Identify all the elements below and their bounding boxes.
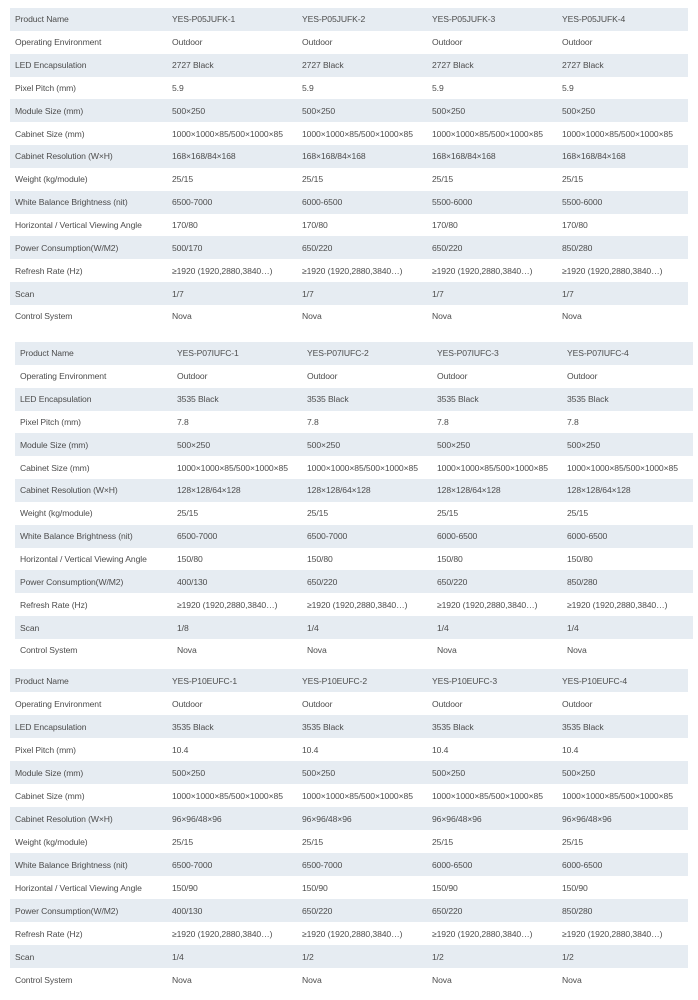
table-row [10, 259, 688, 282]
spec-value-cell: 500/170 [167, 236, 297, 259]
spec-value-cell: 5500-6000 [427, 191, 557, 214]
spec-value-cell: 25/15 [167, 168, 297, 191]
spec-value-cell: 1000×1000×85/500×1000×85 [557, 784, 688, 807]
spec-value-cell: 1/4 [167, 945, 297, 968]
spec-value-cell: 6500-7000 [167, 191, 297, 214]
spec-value-cell: Nova [427, 968, 557, 991]
spec-label-cell: Control System [15, 639, 172, 662]
spec-value-cell: 500×250 [557, 99, 688, 122]
table-row [10, 830, 688, 853]
spec-value-cell: 500×250 [297, 761, 427, 784]
spec-value-cell: 3535 Black [302, 388, 432, 411]
spec-label-cell: Scan [15, 616, 172, 639]
table-row [10, 876, 688, 899]
spec-label-cell: Pixel Pitch (mm) [10, 77, 167, 100]
table-row [15, 479, 693, 502]
table-row [15, 502, 693, 525]
spec-value-cell: 3535 Black [432, 388, 562, 411]
spec-label-cell: Cabinet Resolution (W×H) [10, 807, 167, 830]
spec-value-cell: YES-P05JUFK-2 [297, 8, 427, 31]
spec-value-cell: YES-P07IUFC-2 [302, 342, 432, 365]
table-row [10, 122, 688, 145]
spec-value-cell: 10.4 [167, 738, 297, 761]
spec-label-cell: Cabinet Size (mm) [10, 122, 167, 145]
table-row [15, 548, 693, 571]
spec-value-cell: 650/220 [302, 570, 432, 593]
table-row [10, 945, 688, 968]
spec-value-cell: ≥1920 (1920,2880,3840…) [557, 259, 688, 282]
spec-label-cell: Refresh Rate (Hz) [15, 593, 172, 616]
spec-value-cell: 500×250 [557, 761, 688, 784]
spec-value-cell: 3535 Black [172, 388, 302, 411]
spec-table-p05 [10, 8, 688, 328]
spec-value-cell: 850/280 [557, 899, 688, 922]
spec-value-cell: 170/80 [297, 214, 427, 237]
spec-table-p10 [10, 669, 688, 991]
spec-value-cell: Nova [557, 968, 688, 991]
spec-value-cell: 1/2 [427, 945, 557, 968]
spec-value-cell: 1/4 [432, 616, 562, 639]
spec-value-cell: 10.4 [297, 738, 427, 761]
spec-label-cell: Weight (kg/module) [10, 830, 167, 853]
spec-value-cell: 5.9 [427, 77, 557, 100]
table-row [15, 456, 693, 479]
table-row [10, 236, 688, 259]
spec-value-cell: Outdoor [562, 365, 693, 388]
table-row [15, 639, 693, 662]
spec-value-cell: Outdoor [557, 31, 688, 54]
spec-value-cell: 1/4 [562, 616, 693, 639]
spec-value-cell: 500×250 [297, 99, 427, 122]
spec-value-cell: 5.9 [297, 77, 427, 100]
spec-label-cell: Product Name [10, 669, 167, 692]
table-row [15, 433, 693, 456]
spec-value-cell: 150/90 [167, 876, 297, 899]
spec-label-cell: Pixel Pitch (mm) [15, 411, 172, 434]
spec-value-cell: 2727 Black [557, 54, 688, 77]
spec-label-cell: Module Size (mm) [10, 761, 167, 784]
spec-value-cell: 150/90 [297, 876, 427, 899]
spec-value-cell: Outdoor [557, 692, 688, 715]
spec-value-cell: Nova [172, 639, 302, 662]
spec-value-cell: 1/7 [167, 282, 297, 305]
spec-value-cell: 1000×1000×85/500×1000×85 [562, 456, 693, 479]
spec-value-cell: 650/220 [297, 236, 427, 259]
spec-value-cell: 128×128/64×128 [302, 479, 432, 502]
spec-value-cell: 500×250 [432, 433, 562, 456]
spec-label-cell: Power Consumption(W/M2) [10, 899, 167, 922]
spec-value-cell: 3535 Black [427, 715, 557, 738]
spec-table-p07 [15, 342, 693, 662]
spec-label-cell: White Balance Brightness (nit) [10, 191, 167, 214]
spec-label-cell: Product Name [10, 8, 167, 31]
spec-label-cell: Scan [10, 282, 167, 305]
table-header-row [15, 342, 693, 365]
spec-value-cell: Nova [297, 968, 427, 991]
table-row [10, 54, 688, 77]
table-row [10, 191, 688, 214]
spec-label-cell: Control System [10, 968, 167, 991]
spec-value-cell: YES-P05JUFK-1 [167, 8, 297, 31]
spec-value-cell: ≥1920 (1920,2880,3840…) [557, 922, 688, 945]
spec-value-cell: 25/15 [172, 502, 302, 525]
spec-label-cell: Weight (kg/module) [15, 502, 172, 525]
table-row [15, 365, 693, 388]
spec-value-cell: 96×96/48×96 [167, 807, 297, 830]
spec-value-cell: 1000×1000×85/500×1000×85 [427, 122, 557, 145]
table-row [15, 525, 693, 548]
spec-label-cell: Module Size (mm) [15, 433, 172, 456]
spec-label-cell: Weight (kg/module) [10, 168, 167, 191]
spec-value-cell: 500×250 [172, 433, 302, 456]
table-row [15, 388, 693, 411]
spec-value-cell: 1000×1000×85/500×1000×85 [297, 784, 427, 807]
spec-label-cell: Control System [10, 305, 167, 328]
table-row [10, 99, 688, 122]
table-row [15, 570, 693, 593]
spec-value-cell: 150/80 [172, 548, 302, 571]
spec-value-cell: 500×250 [562, 433, 693, 456]
spec-value-cell: 170/80 [427, 214, 557, 237]
table-row [15, 616, 693, 639]
spec-value-cell: 96×96/48×96 [297, 807, 427, 830]
spec-value-cell: YES-P05JUFK-3 [427, 8, 557, 31]
spec-value-cell: YES-P07IUFC-4 [562, 342, 693, 365]
spec-value-cell: Nova [557, 305, 688, 328]
spec-value-cell: 400/130 [167, 899, 297, 922]
spec-value-cell: Nova [432, 639, 562, 662]
spec-value-cell: 850/280 [557, 236, 688, 259]
spec-value-cell: ≥1920 (1920,2880,3840…) [172, 593, 302, 616]
spec-value-cell: 1000×1000×85/500×1000×85 [172, 456, 302, 479]
spec-label-cell: Power Consumption(W/M2) [15, 570, 172, 593]
spec-value-cell: YES-P10EUFC-2 [297, 669, 427, 692]
table-row [10, 214, 688, 237]
spec-label-cell: Cabinet Size (mm) [15, 456, 172, 479]
table-row [10, 968, 688, 991]
spec-value-cell: 500×250 [302, 433, 432, 456]
spec-value-cell: 650/220 [427, 236, 557, 259]
spec-value-cell: 7.8 [172, 411, 302, 434]
spec-label-cell: Module Size (mm) [10, 99, 167, 122]
spec-value-cell: 500×250 [427, 761, 557, 784]
spec-value-cell: ≥1920 (1920,2880,3840…) [432, 593, 562, 616]
spec-value-cell: ≥1920 (1920,2880,3840…) [302, 593, 432, 616]
spec-value-cell: YES-P10EUFC-3 [427, 669, 557, 692]
spec-value-cell: 6500-7000 [172, 525, 302, 548]
spec-value-cell: 25/15 [562, 502, 693, 525]
table-row [10, 77, 688, 100]
spec-value-cell: 1/7 [297, 282, 427, 305]
table-header-row [10, 8, 688, 31]
table-row [10, 738, 688, 761]
spec-value-cell: 10.4 [557, 738, 688, 761]
spec-value-cell: 2727 Black [427, 54, 557, 77]
table-row [10, 168, 688, 191]
spec-value-cell: 5.9 [557, 77, 688, 100]
spec-label-cell: Refresh Rate (Hz) [10, 922, 167, 945]
spec-label-cell: Horizontal / Vertical Viewing Angle [10, 214, 167, 237]
table-row [10, 692, 688, 715]
spec-value-cell: 6000-6500 [562, 525, 693, 548]
spec-value-cell: 168×168/84×168 [557, 145, 688, 168]
table-row [10, 282, 688, 305]
spec-value-cell: 3535 Black [557, 715, 688, 738]
spec-label-cell: Operating Environment [10, 31, 167, 54]
table-row [10, 853, 688, 876]
spec-label-cell: Horizontal / Vertical Viewing Angle [10, 876, 167, 899]
spec-value-cell: 1/8 [172, 616, 302, 639]
spec-value-cell: Nova [302, 639, 432, 662]
spec-label-cell: LED Encapsulation [15, 388, 172, 411]
spec-value-cell: 2727 Black [167, 54, 297, 77]
spec-value-cell: 7.8 [432, 411, 562, 434]
spec-value-cell: Outdoor [167, 692, 297, 715]
table-row [10, 807, 688, 830]
spec-value-cell: ≥1920 (1920,2880,3840…) [297, 259, 427, 282]
spec-value-cell: 650/220 [432, 570, 562, 593]
spec-label-cell: Cabinet Size (mm) [10, 784, 167, 807]
spec-value-cell: 1/7 [427, 282, 557, 305]
spec-value-cell: YES-P07IUFC-3 [432, 342, 562, 365]
table-row [10, 715, 688, 738]
spec-value-cell: ≥1920 (1920,2880,3840…) [427, 922, 557, 945]
spec-label-cell: Cabinet Resolution (W×H) [15, 479, 172, 502]
spec-value-cell: 168×168/84×168 [427, 145, 557, 168]
spec-value-cell: Nova [167, 968, 297, 991]
spec-label-cell: LED Encapsulation [10, 54, 167, 77]
spec-value-cell: 1/4 [302, 616, 432, 639]
spec-value-cell: 128×128/64×128 [432, 479, 562, 502]
spec-value-cell: YES-P10EUFC-4 [557, 669, 688, 692]
spec-value-cell: Outdoor [427, 692, 557, 715]
table-row [10, 899, 688, 922]
spec-label-cell: LED Encapsulation [10, 715, 167, 738]
spec-value-cell: Nova [427, 305, 557, 328]
spec-value-cell: 1000×1000×85/500×1000×85 [427, 784, 557, 807]
spec-value-cell: 10.4 [427, 738, 557, 761]
spec-value-cell: 650/220 [427, 899, 557, 922]
spec-value-cell: 6500-7000 [297, 853, 427, 876]
spec-value-cell: YES-P10EUFC-1 [167, 669, 297, 692]
spec-value-cell: 400/130 [172, 570, 302, 593]
spec-value-cell: 2727 Black [297, 54, 427, 77]
spec-value-cell: 168×168/84×168 [297, 145, 427, 168]
spec-value-cell: 96×96/48×96 [427, 807, 557, 830]
spec-label-cell: Scan [10, 945, 167, 968]
spec-value-cell: 500×250 [167, 761, 297, 784]
table-row [10, 784, 688, 807]
table-row [10, 145, 688, 168]
spec-value-cell: ≥1920 (1920,2880,3840…) [427, 259, 557, 282]
spec-value-cell: Outdoor [297, 31, 427, 54]
spec-value-cell: 500×250 [427, 99, 557, 122]
spec-value-cell: Outdoor [172, 365, 302, 388]
spec-value-cell: 25/15 [167, 830, 297, 853]
spec-value-cell: Outdoor [427, 31, 557, 54]
spec-value-cell: 25/15 [302, 502, 432, 525]
spec-value-cell: Outdoor [302, 365, 432, 388]
spec-label-cell: Cabinet Resolution (W×H) [10, 145, 167, 168]
spec-value-cell: 3535 Black [562, 388, 693, 411]
spec-value-cell: 25/15 [427, 830, 557, 853]
spec-value-cell: 6000-6500 [297, 191, 427, 214]
spec-value-cell: 96×96/48×96 [557, 807, 688, 830]
spec-value-cell: 150/90 [427, 876, 557, 899]
spec-value-cell: Outdoor [432, 365, 562, 388]
table-row [15, 593, 693, 616]
spec-value-cell: 3535 Black [297, 715, 427, 738]
spec-value-cell: 25/15 [557, 168, 688, 191]
spec-label-cell: Refresh Rate (Hz) [10, 259, 167, 282]
table-row [15, 411, 693, 434]
spec-value-cell: 5.9 [167, 77, 297, 100]
table-row [10, 305, 688, 328]
spec-value-cell: 7.8 [562, 411, 693, 434]
spec-value-cell: 3535 Black [167, 715, 297, 738]
spec-label-cell: White Balance Brightness (nit) [10, 853, 167, 876]
spec-value-cell: 1000×1000×85/500×1000×85 [167, 122, 297, 145]
spec-value-cell: 168×168/84×168 [167, 145, 297, 168]
spec-value-cell: 1000×1000×85/500×1000×85 [557, 122, 688, 145]
spec-value-cell: 25/15 [432, 502, 562, 525]
spec-value-cell: 6000-6500 [427, 853, 557, 876]
spec-value-cell: 170/80 [167, 214, 297, 237]
spec-value-cell: 150/80 [562, 548, 693, 571]
spec-value-cell: Nova [297, 305, 427, 328]
spec-label-cell: Horizontal / Vertical Viewing Angle [15, 548, 172, 571]
spec-label-cell: Operating Environment [10, 692, 167, 715]
spec-value-cell: 500×250 [167, 99, 297, 122]
spec-value-cell: 150/80 [432, 548, 562, 571]
spec-value-cell: ≥1920 (1920,2880,3840…) [562, 593, 693, 616]
spec-value-cell: 150/80 [302, 548, 432, 571]
spec-value-cell: 128×128/64×128 [172, 479, 302, 502]
spec-value-cell: 6500-7000 [302, 525, 432, 548]
spec-value-cell: 1000×1000×85/500×1000×85 [167, 784, 297, 807]
spec-value-cell: 25/15 [297, 168, 427, 191]
spec-value-cell: 25/15 [427, 168, 557, 191]
spec-value-cell: Nova [562, 639, 693, 662]
spec-value-cell: 170/80 [557, 214, 688, 237]
spec-value-cell: Outdoor [297, 692, 427, 715]
spec-value-cell: Nova [167, 305, 297, 328]
table-row [10, 761, 688, 784]
spec-value-cell: 1/2 [557, 945, 688, 968]
spec-value-cell: ≥1920 (1920,2880,3840…) [297, 922, 427, 945]
spec-value-cell: 1/7 [557, 282, 688, 305]
spec-value-cell: 6000-6500 [557, 853, 688, 876]
spec-value-cell: 7.8 [302, 411, 432, 434]
spec-value-cell: 1/2 [297, 945, 427, 968]
spec-value-cell: 25/15 [557, 830, 688, 853]
spec-label-cell: Operating Environment [15, 365, 172, 388]
spec-value-cell: 128×128/64×128 [562, 479, 693, 502]
table-row [10, 922, 688, 945]
spec-value-cell: YES-P07IUFC-1 [172, 342, 302, 365]
spec-value-cell: ≥1920 (1920,2880,3840…) [167, 259, 297, 282]
spec-value-cell: 25/15 [297, 830, 427, 853]
spec-value-cell: YES-P05JUFK-4 [557, 8, 688, 31]
spec-value-cell: 850/280 [562, 570, 693, 593]
spec-value-cell: 5500-6000 [557, 191, 688, 214]
spec-label-cell: Pixel Pitch (mm) [10, 738, 167, 761]
spec-value-cell: ≥1920 (1920,2880,3840…) [167, 922, 297, 945]
spec-label-cell: Product Name [15, 342, 172, 365]
spec-label-cell: Power Consumption(W/M2) [10, 236, 167, 259]
spec-value-cell: Outdoor [167, 31, 297, 54]
spec-value-cell: 650/220 [297, 899, 427, 922]
spec-value-cell: 1000×1000×85/500×1000×85 [302, 456, 432, 479]
table-header-row [10, 669, 688, 692]
spec-value-cell: 1000×1000×85/500×1000×85 [297, 122, 427, 145]
spec-value-cell: 6000-6500 [432, 525, 562, 548]
table-row [10, 31, 688, 54]
spec-value-cell: 150/90 [557, 876, 688, 899]
spec-label-cell: White Balance Brightness (nit) [15, 525, 172, 548]
spec-value-cell: 1000×1000×85/500×1000×85 [432, 456, 562, 479]
spec-value-cell: 6500-7000 [167, 853, 297, 876]
